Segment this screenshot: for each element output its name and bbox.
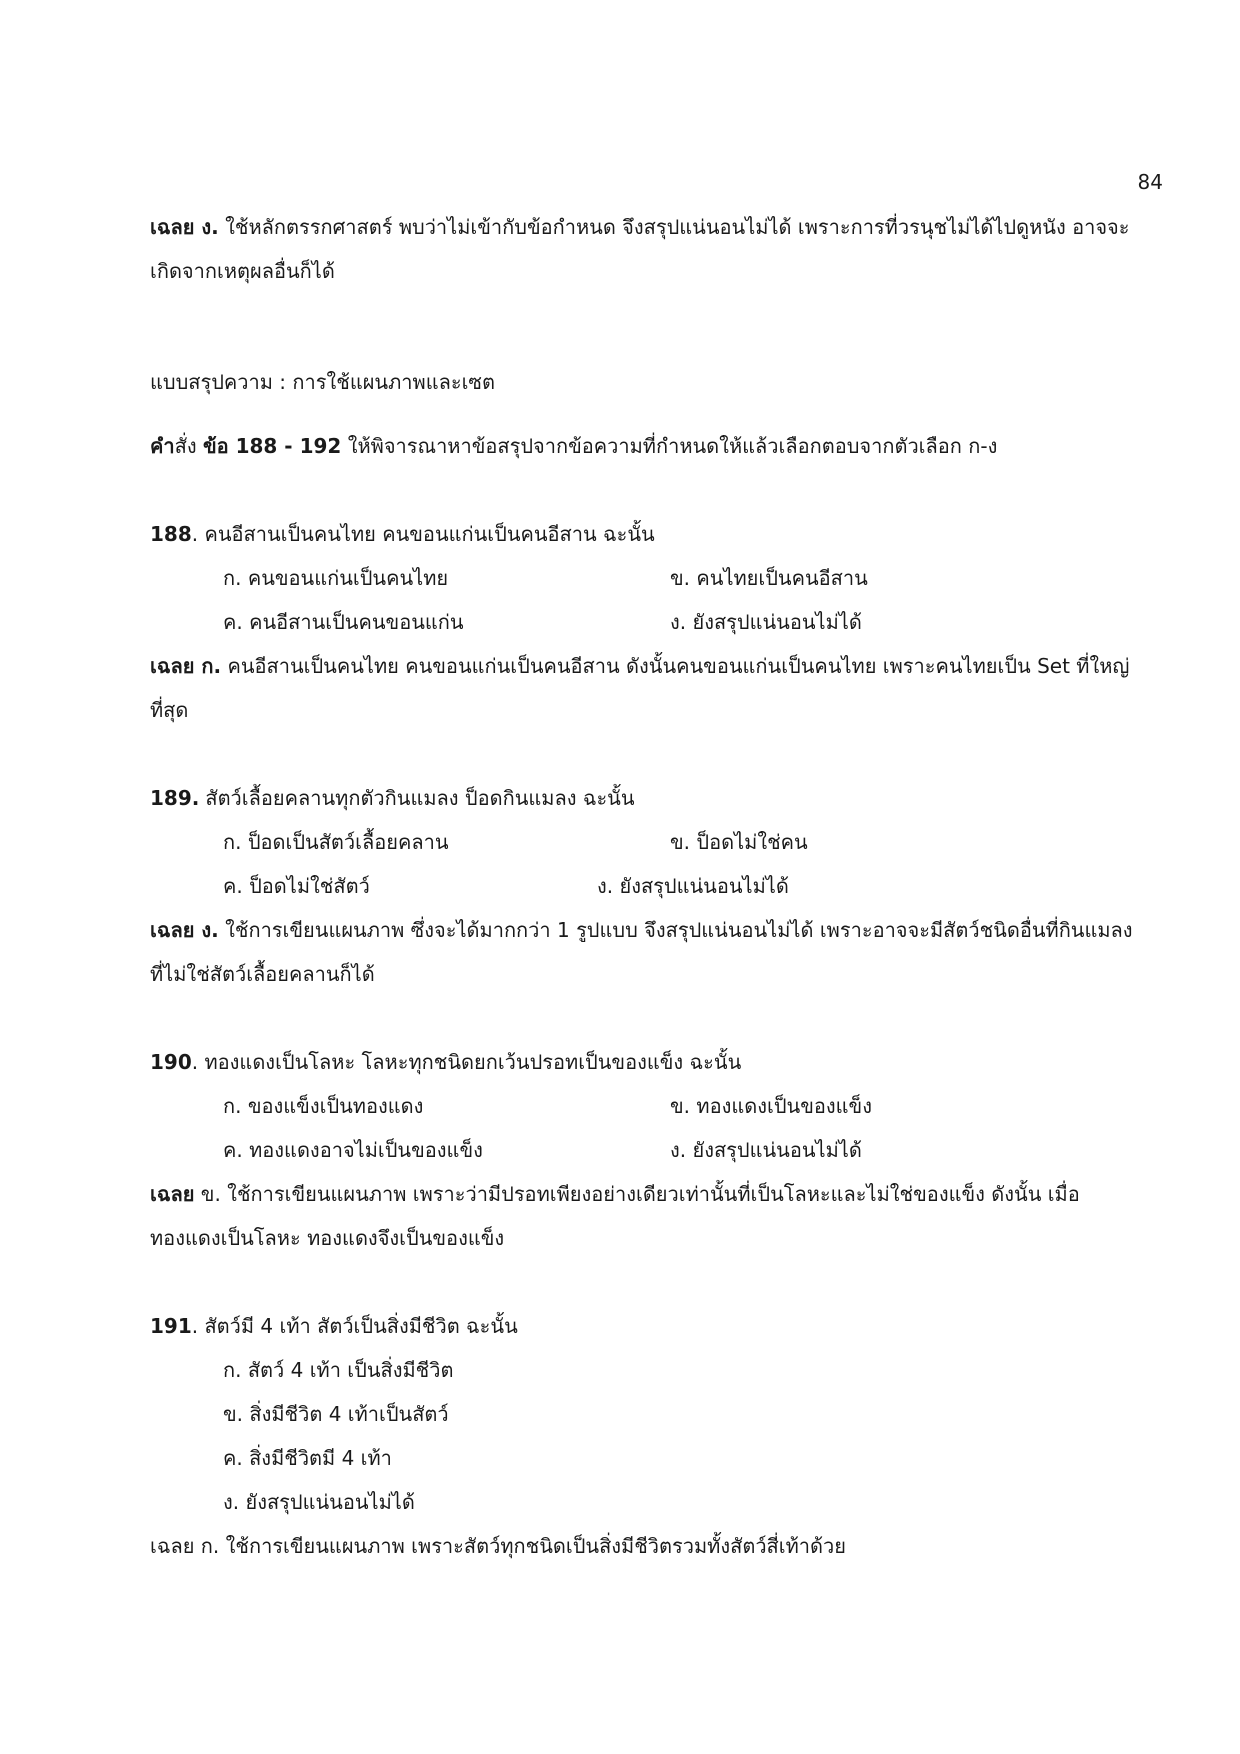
instruction-label-1: คำ [150,434,175,458]
question-number: 188 [150,522,192,546]
question-190-option-b: ข. ทองแดงเป็นของแข็ง [670,1094,872,1118]
instruction-label-2: ข้อ 188 - 192 [202,434,342,458]
answer-label: เฉลย ง. [150,215,219,239]
instruction-text-1: สั่ง [174,434,197,458]
question-189-answer-line1 [150,916,1133,944]
question-189-option-c: ค. ป็อดไม่ใช่สัตว์ [223,874,370,898]
question-189-stem [150,784,635,812]
question-190-option-a: ก. ของแข็งเป็นทองแดง [223,1094,424,1118]
question-190-answer-line2: ทองแดงเป็นโลหะ ทองแดงจึงเป็นของแข็ง [150,1226,505,1250]
instruction [150,432,997,460]
answer-label: เฉลย ง. [150,918,219,942]
question-number: 190 [150,1050,192,1074]
question-text: . ทองแดงเป็นโลหะ โลหะทุกชนิดยกเว้นปรอทเป็นของแข็ง ฉะนั้น [191,1050,742,1074]
question-191-answer-line1: เฉลย ก. ใช้การเขียนแผนภาพ เพราะสัตว์ทุกชนิดเป็นสิ่งมีชีวิตรวมทั้งสัตว์สี่เท้าด้วย [150,1534,846,1558]
question-189-option-a: ก. ป็อดเป็นสัตว์เลื้อยคลาน [223,830,449,854]
question-text: . คนอีสานเป็นคนไทย คนขอนแก่นเป็นคนอีสาน ฉะนั้น [191,522,655,546]
question-191-option-d: ง. ยังสรุปแน่นอนไม่ได้ [223,1490,415,1514]
answer-label: เฉลย ก. [150,654,222,678]
question-188-option-b: ข. คนไทยเป็นคนอีสาน [670,566,868,590]
question-189-option-b: ข. ป็อดไม่ใช่คน [670,830,808,854]
intro-answer-line1 [150,213,1130,241]
question-191-option-b: ข. สิ่งมีชีวิต 4 เท้าเป็นสัตว์ [223,1402,449,1426]
question-188-answer-line1 [150,652,1129,680]
answer-text: ข. ใช้การเขียนแผนภาพ เพราะว่ามีปรอทเพียงอย่างเดียวเท่านั้นที่เป็นโลหะและไม่ใช่ของแข็ง ดังนั้น เมื่อ [200,1182,1080,1206]
question-190-answer-line1 [150,1180,1080,1208]
question-189-option-d: ง. ยังสรุปแน่นอนไม่ได้ [597,874,789,898]
question-190-option-c: ค. ทองแดงอาจไม่เป็นของแข็ง [223,1138,483,1162]
question-189-answer-line2: ที่ไม่ใช่สัตว์เลื้อยคลานก็ได้ [150,962,375,986]
answer-text: ใช้หลักตรรกศาสตร์ พบว่าไม่เข้ากับข้อกำหนด จึงสรุปแน่นอนไม่ได้ เพราะการที่วรนุชไม่ได้ไปดูหนัง อาจจะ [225,215,1130,239]
question-text: สัตว์เลื้อยคลานทุกตัวกินแมลง ป็อดกินแมลง ฉะนั้น [205,786,635,810]
instruction-text-2: ให้พิจารณาหาข้อสรุปจากข้อความที่กำหนดให้แล้วเลือกตอบจากตัวเลือก ก-ง [347,434,998,458]
page-number: 84 [1137,170,1163,194]
answer-text: ใช้การเขียนแผนภาพ ซึ่งจะได้มากกว่า 1 รูปแบบ จึงสรุปแน่นอนไม่ได้ เพราะอาจจะมีสัตว์ชนิดอื่นที่กินแมลง [225,918,1133,942]
question-191-option-a: ก. สัตว์ 4 เท้า เป็นสิ่งมีชีวิต [223,1358,454,1382]
question-188-option-d: ง. ยังสรุปแน่นอนไม่ได้ [670,610,862,634]
answer-text: คนอีสานเป็นคนไทย คนขอนแก่นเป็นคนอีสาน ดังนั้นคนขอนแก่นเป็นคนไทย เพราะคนไทยเป็น Set ที่ใหญ่ [227,654,1130,678]
question-191-stem [150,1312,518,1340]
answer-label: เฉลย [150,1182,195,1206]
question-190-stem [150,1048,741,1076]
question-190-option-d: ง. ยังสรุปแน่นอนไม่ได้ [670,1138,862,1162]
question-188-option-a: ก. คนขอนแก่นเป็นคนไทย [223,566,449,590]
question-188-stem [150,520,655,548]
intro-answer-line2: เกิดจากเหตุผลอื่นก็ได้ [150,259,335,283]
question-188-option-c: ค. คนอีสานเป็นคนขอนแก่น [223,610,464,634]
question-number: 191 [150,1314,192,1338]
section-title: แบบสรุปความ : การใช้แผนภาพและเซต [150,370,495,394]
question-191-option-c: ค. สิ่งมีชีวิตมี 4 เท้า [223,1446,392,1470]
question-number: 189. [150,786,200,810]
question-text: . สัตว์มี 4 เท้า สัตว์เป็นสิ่งมีชีวิต ฉะนั้น [191,1314,518,1338]
question-188-answer-line2: ที่สุด [150,698,189,722]
